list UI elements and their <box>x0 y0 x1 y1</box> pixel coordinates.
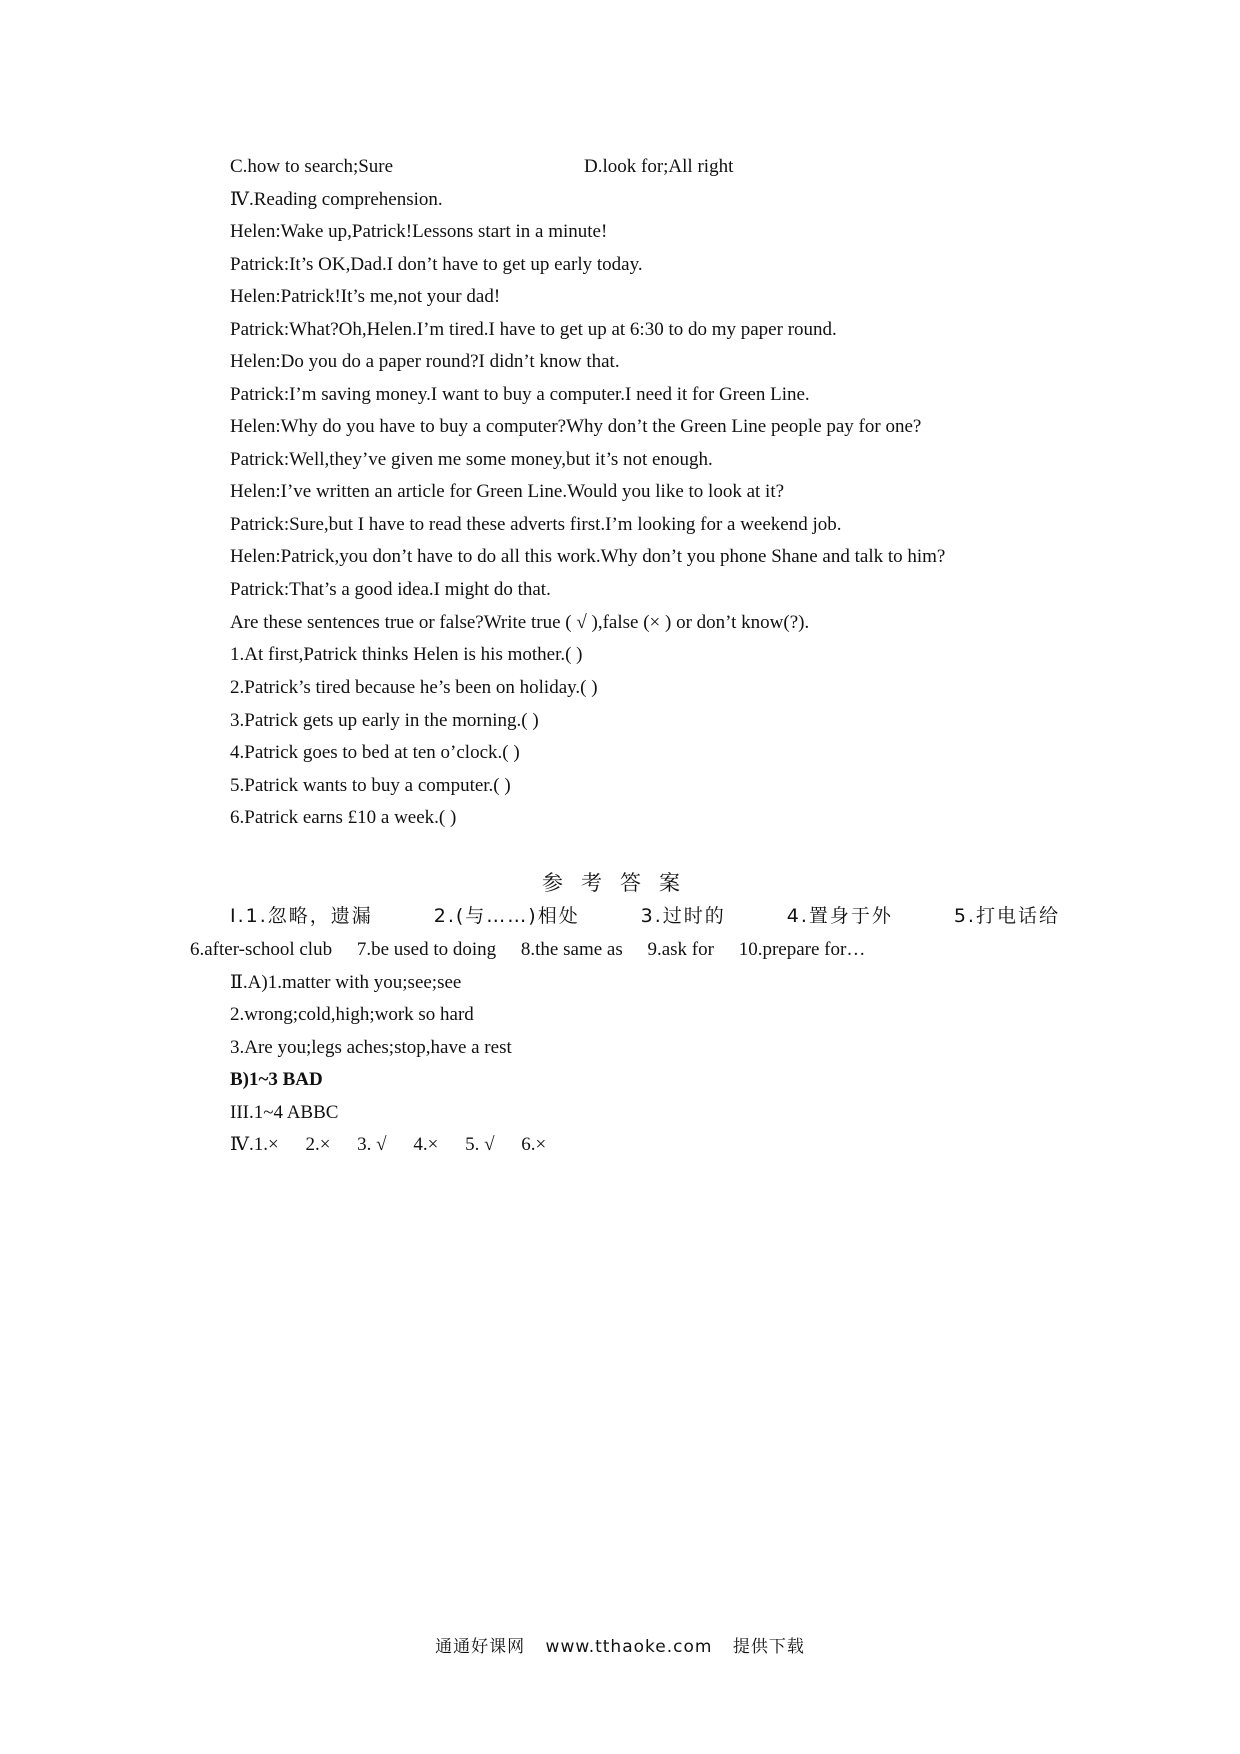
answer-part1-line1 <box>230 904 1060 928</box>
question-item: 5.Patrick wants to buy a computer.( ) <box>230 775 511 796</box>
question-item: 1.At first,Patrick thinks Helen is his mother.( ) <box>230 644 583 665</box>
dialogue-line: Patrick:Well,they’ve given me some money,but it’s not enough. <box>230 449 713 470</box>
footer-site-name: 通通好课网 <box>435 1637 526 1657</box>
answer-item: 5.打电话给 <box>953 905 1060 927</box>
answer-item: 4.置身于外 <box>786 905 893 927</box>
question-item: 6.Patrick earns £10 a week.( ) <box>230 807 457 828</box>
answer-item: 2.× <box>305 1134 331 1155</box>
footer-url: www.tthaoke.com <box>545 1637 713 1657</box>
answer-item: 8.the same as <box>520 939 623 960</box>
answer-part4 <box>230 1133 546 1157</box>
dialogue-line: Patrick:That’s a good idea.I might do that. <box>230 579 551 600</box>
footer-suffix: 提供下载 <box>732 1637 805 1657</box>
dialogue-line: Helen:Wake up,Patrick!Lessons start in a minute! <box>230 221 608 242</box>
question-item: 3.Patrick gets up early in the morning.( ) <box>230 710 539 731</box>
dialogue-line: Helen:Patrick,you don’t have to do all this work.Why don’t you phone Shane and talk to him? <box>230 546 946 567</box>
answer-item: Ⅳ.1.× <box>230 1134 279 1155</box>
question-item: 4.Patrick goes to bed at ten o’clock.( ) <box>230 742 520 763</box>
option-d: D.look for;All right <box>584 156 734 177</box>
true-false-instruction: Are these sentences true or false?Write true ( √ ),false (× ) or don’t know(?). <box>230 612 810 633</box>
answer-item: 6.× <box>521 1134 547 1155</box>
answer-part1-line2 <box>190 938 865 962</box>
dialogue-line: Patrick:What?Oh,Helen.I’m tired.I have to get up at 6:30 to do my paper round. <box>230 319 837 340</box>
dialogue-line: Helen:I’ve written an article for Green Line.Would you like to look at it? <box>230 481 785 502</box>
answer-key-heading: 参考答案 <box>542 871 698 895</box>
dialogue-line: Patrick:It’s OK,Dad.I don’t have to get up early today. <box>230 254 643 275</box>
answer-part2-a3: 3.Are you;legs aches;stop,have a rest <box>230 1037 512 1058</box>
answer-part2-a1: Ⅱ.A)1.matter with you;see;see <box>230 972 462 993</box>
question-item: 2.Patrick’s tired because he’s been on holiday.( ) <box>230 677 598 698</box>
dialogue-line: Helen:Patrick!It’s me,not your dad! <box>230 286 501 307</box>
dialogue-line: Helen:Why do you have to buy a computer?Why don’t the Green Line people pay for one? <box>230 416 922 437</box>
answer-part3: III.1~4 ABBC <box>230 1102 339 1123</box>
answer-item: 6.after-school club <box>190 939 333 960</box>
answer-item: 2.(与……)相处 <box>433 905 580 927</box>
answer-item: 10.prepare for… <box>738 939 866 960</box>
answer-item: Ⅰ.1.忽略，遗漏 <box>230 905 373 927</box>
answer-item: 9.ask for <box>647 939 714 960</box>
answer-item: 3.过时的 <box>640 905 726 927</box>
answer-item: 7.be used to doing <box>356 939 497 960</box>
dialogue-line: Patrick:I’m saving money.I want to buy a computer.I need it for Green Line. <box>230 384 810 405</box>
dialogue-line: Patrick:Sure,but I have to read these adverts first.I’m looking for a weekend job. <box>230 514 842 535</box>
page-footer <box>0 1632 1240 1657</box>
section-iv-title: Ⅳ.Reading comprehension. <box>230 189 443 210</box>
answer-item: 5. √ <box>465 1134 495 1155</box>
dialogue-line: Helen:Do you do a paper round?I didn’t know that. <box>230 351 620 372</box>
option-c: C.how to search;Sure <box>230 156 394 177</box>
answer-part2-a2: 2.wrong;cold,high;work so hard <box>230 1004 474 1025</box>
answer-item: 3. √ <box>357 1134 387 1155</box>
answer-part2-b: B)1~3 BAD <box>230 1069 323 1090</box>
answer-item: 4.× <box>413 1134 439 1155</box>
